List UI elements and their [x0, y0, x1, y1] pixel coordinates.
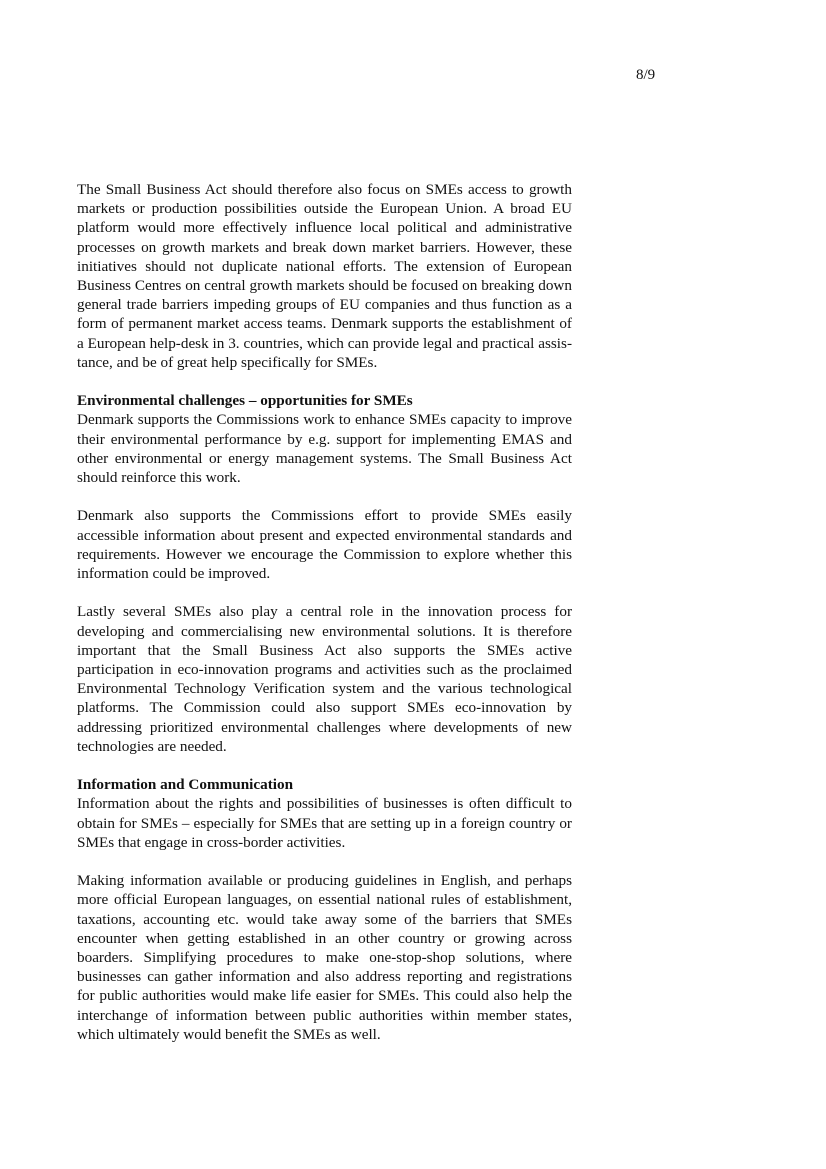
environmental-paragraph-2: Denmark also supports the Commissions effort to provide SMEs easily accessible information about present and expected environmental standards and requirements. However we encourage the Commission to explore whether this information could be improved.	[77, 507, 572, 583]
document-body	[77, 180, 572, 1063]
environmental-paragraph-3: Lastly several SMEs also play a central role in the innovation process for developing and commercialising new environmental solutions. It is therefore important that the Small Business Act also supports the SMEs active participation in eco-innovation programs and activities such as the proclaimed Environmental Technology Verification system and the various technological platforms. The Commission could also support SMEs eco-innovation by addressing prioritized environmental challenges where developments of new technologies are needed.	[77, 603, 572, 755]
environmental-section-heading: Environmental challenges – opportunities for SMEs	[77, 392, 413, 410]
information-paragraph-2: Making information available or producing guidelines in English, and perhaps more official European languages, on essential national rules of establishment, taxations, accounting etc. would take away some of the barriers that SMEs encounter when getting established in an other country or growing across boarders. Simplifying procedures to make one-stop-shop solutions, where businesses can gather information and also address reporting and registrations for public authorities would make life easier for SMEs. This could also help the interchange of information between public authorities within member states, which ultimately would benefit the SMEs as well.	[77, 872, 572, 1043]
information-section-heading: Information and Communication	[77, 776, 294, 794]
environmental-paragraph-1: Denmark supports the Commissions work to enhance SMEs capacity to improve their environmental performance by e.g. support for implementing EMAS and other environmental or energy management systems. The Small Business Act should reinforce this work.	[77, 411, 572, 487]
page-number: 8/9	[636, 67, 656, 83]
intro-paragraph: The Small Business Act should therefore also focus on SMEs access to growth markets or production possibilities outside the European Union. A broad EU platform would more effectively influence local political and administrative processes on growth markets and break down market barriers. However, these initiatives should not duplicate national efforts. The extension of European Business Centres on central growth markets should be focused on breaking down general trade barriers impeding groups of EU companies and thus function as a form of permanent market access teams. Denmark supports the establishment of a European help-desk in 3. countries, which can provide legal and practical assistance, and be of great help specifically for SMEs.	[77, 181, 572, 371]
information-paragraph-1: Information about the rights and possibilities of businesses is often difficult to obtain for SMEs – especially for SMEs that are setting up in a foreign country or SMEs that engage in cross-border activities.	[77, 795, 572, 851]
